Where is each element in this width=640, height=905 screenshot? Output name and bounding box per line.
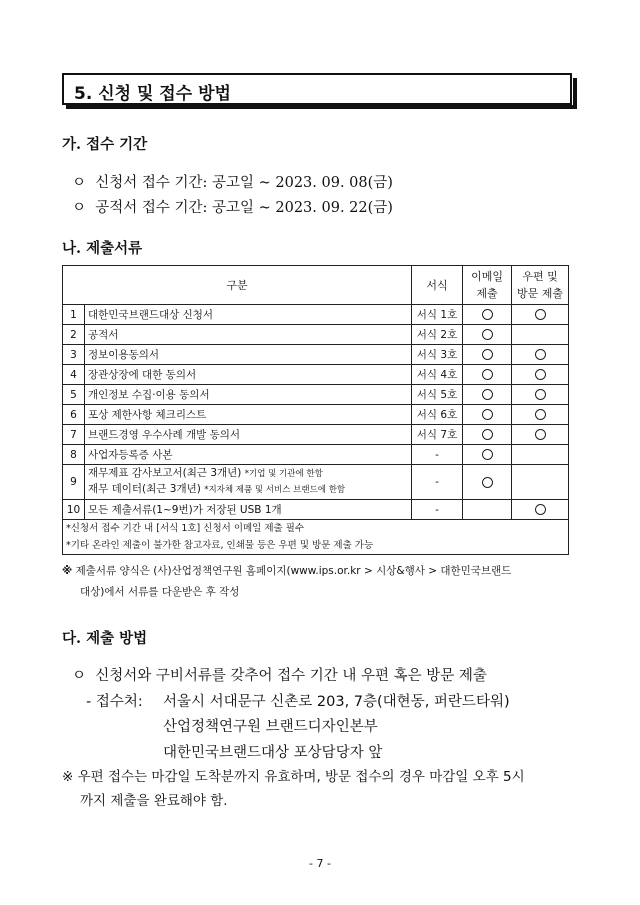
row-number: 7 <box>63 425 85 445</box>
row-post <box>512 385 569 405</box>
check-circle-icon <box>482 477 493 488</box>
row-form: 서식 2호 <box>412 325 463 345</box>
period-item-2 <box>72 196 393 217</box>
table-row: 10 모든 제출서류(1~9번)가 저장된 USB 1개 - <box>63 500 569 520</box>
row-name: 공적서 <box>85 325 412 345</box>
documents-table <box>62 265 569 555</box>
row-post <box>512 405 569 425</box>
row-name: 사업자등록증 사본 <box>85 445 412 465</box>
row-email <box>463 345 512 365</box>
page-number: - 7 - <box>309 857 331 870</box>
address-line-2: 산업정책연구원 브랜드디자인본부 <box>163 719 378 735</box>
row-form: 서식 3호 <box>412 345 463 365</box>
section-title: 5. 신청 및 접수 방법 <box>74 84 231 104</box>
row-form: 서식 5호 <box>412 385 463 405</box>
documents-heading: 나. 제출서류 <box>62 240 143 257</box>
check-circle-icon <box>535 429 546 440</box>
row-post <box>512 425 569 445</box>
table-row <box>63 385 569 405</box>
reference-note: ※ 제출서류 양식은 (사)산업정책연구원 홈페이지(www.ips.or.kr > 시상&행사 > 대한민국브랜드 대상)에서 서류를 다운받은 후 작성 <box>62 565 512 598</box>
period-item-text: 공적서 접수 기간: 공고일 ~ 2023. 09. 22(금) <box>95 200 393 216</box>
period-item-1 <box>72 171 393 192</box>
check-circle-icon <box>482 429 493 440</box>
header-category: 구분 <box>63 266 412 305</box>
table-row <box>63 345 569 365</box>
check-circle-icon <box>482 309 493 320</box>
table-row <box>63 365 569 385</box>
header-form: 서식 <box>412 266 463 305</box>
row-form: 서식 6호 <box>412 405 463 425</box>
row-form: 서식 7호 <box>412 425 463 445</box>
row-email <box>463 405 512 425</box>
check-circle-icon <box>535 389 546 400</box>
check-circle-icon <box>535 504 546 515</box>
row-number: 8 <box>63 445 85 465</box>
row-number: 5 <box>63 385 85 405</box>
row-email <box>463 365 512 385</box>
row-name: 정보이용동의서 <box>85 345 412 365</box>
address-line-1: 서울시 서대문구 신촌로 203, 7층(대현동, 퍼란드타워) <box>163 694 510 710</box>
row-email <box>463 385 512 405</box>
note-2: *기타 온라인 제출이 불가한 참고자료, 인쇄물 등은 우편 및 방문 제출 가능 <box>66 540 374 551</box>
check-circle-icon <box>482 449 493 460</box>
check-circle-icon <box>535 409 546 420</box>
check-circle-icon <box>535 369 546 380</box>
row-name: 브랜드경영 우수사례 개발 동의서 <box>85 425 412 445</box>
check-circle-icon <box>535 309 546 320</box>
row-email <box>463 425 512 445</box>
row-name: 포상 제한사항 체크리스트 <box>85 405 412 425</box>
check-circle-icon <box>535 349 546 360</box>
period-heading: 가. 접수 기간 <box>62 136 148 153</box>
check-circle-icon <box>482 409 493 420</box>
check-circle-icon <box>482 329 493 340</box>
period-item-text: 신청서 접수 기간: 공고일 ~ 2023. 09. 08(금) <box>95 175 393 191</box>
address-line-3: 대한민국브랜드대상 포상담당자 앞 <box>163 745 383 761</box>
row-form: 서식 1호 <box>412 305 463 325</box>
row-email <box>463 305 512 325</box>
row-post <box>512 325 569 345</box>
row9-name: 재무제표 감사보고서(최근 3개년) *기업 및 기관에 한함 재무 데이터(최근 3개년) *지자체 제품 및 서비스 브랜드에 한함 <box>85 465 412 500</box>
table-notes-row <box>63 520 569 555</box>
row-post <box>512 305 569 325</box>
row-number: 6 <box>63 405 85 425</box>
table-row <box>63 425 569 445</box>
row-form: 서식 4호 <box>412 365 463 385</box>
table-row <box>63 405 569 425</box>
row-post <box>512 365 569 385</box>
check-circle-icon <box>482 389 493 400</box>
header-email: 이메일 제출 <box>463 266 512 305</box>
row-email <box>463 445 512 465</box>
warning-note: ※ 우편 접수는 마감일 도착분까지 유효하며, 방문 접수의 경우 마감일 오후 5시 까지 제출을 완료해야 함. <box>62 769 525 809</box>
row-post <box>512 345 569 365</box>
row-name: 장관상장에 대한 동의서 <box>85 365 412 385</box>
header-post: 우편 및 방문 제출 <box>512 266 569 305</box>
table-row <box>63 305 569 325</box>
note-1: *신청서 접수 기간 내 [서식 1호] 신청서 이메일 제출 필수 <box>66 523 305 534</box>
row-email <box>463 325 512 345</box>
bullet: ㅇ <box>72 200 87 216</box>
check-circle-icon <box>482 349 493 360</box>
method-heading: 다. 제출 방법 <box>62 630 148 647</box>
row-name: 대한민국브랜드대상 신청서 <box>85 305 412 325</box>
table-row: 9 재무제표 감사보고서(최근 3개년) *기업 및 기관에 한함 재무 데이터(최근 3개년) *지자체 제품 및 서비스 브랜드에 한함 - <box>63 465 569 500</box>
table-row <box>63 325 569 345</box>
check-circle-icon <box>482 369 493 380</box>
row-number: 1 <box>63 305 85 325</box>
table-header-row <box>63 266 569 305</box>
bullet: ㅇ <box>72 175 87 191</box>
method-item: ㅇ 신청서와 구비서류를 갖추어 접수 기간 내 우편 혹은 방문 제출 <box>72 668 487 684</box>
row-name: 개인정보 수집·이용 동의서 <box>85 385 412 405</box>
row-number: 4 <box>63 365 85 385</box>
address-label: - 접수처: <box>86 694 143 710</box>
table-row <box>63 445 569 465</box>
row-form: - <box>412 445 463 465</box>
bullet: ㅇ <box>72 668 87 684</box>
row-post <box>512 445 569 465</box>
row-number: 3 <box>63 345 85 365</box>
row-number: 2 <box>63 325 85 345</box>
